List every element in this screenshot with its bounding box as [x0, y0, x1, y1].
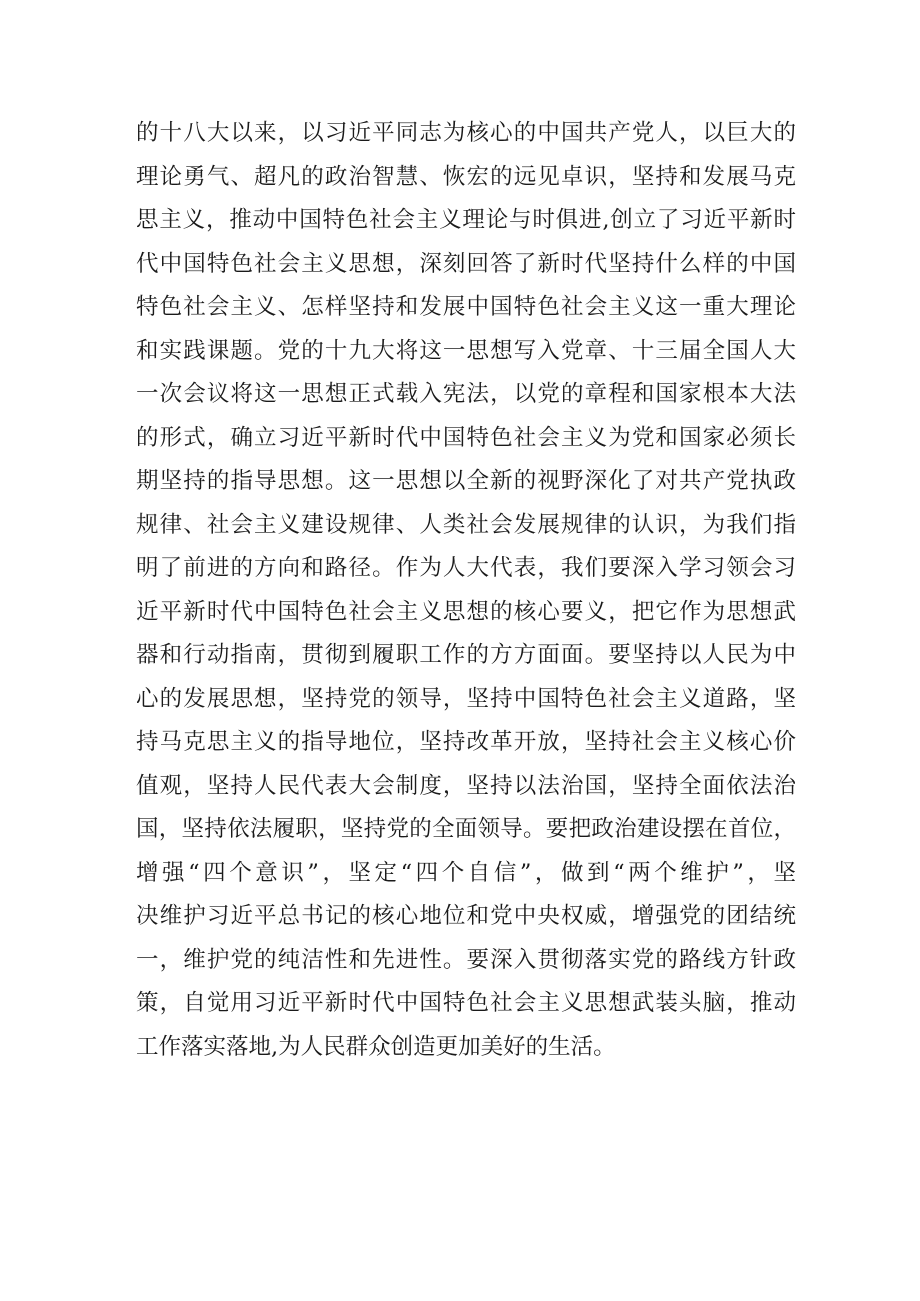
- text-line: 心的发展思想，坚持党的领导，坚持中国特色社会主义道路，坚: [136, 685, 796, 712]
- text-line: 期坚持的指导思想。这一思想以全新的视野深化了对共产党执政: [136, 468, 796, 494]
- text-line-last: 工作落实落地,为人民群众创造更加美好的生活。: [136, 1033, 616, 1060]
- text-line: 一次会议将这一思想正式载入宪法，以党的章程和国家根本大法: [136, 381, 796, 407]
- text-line: 代中国特色社会主义思想，深刻回答了新时代坚持什么样的中国: [136, 250, 796, 277]
- text-line: 特色社会主义、怎样坚持和发展中国特色社会主义这一重大理论: [136, 294, 796, 320]
- text-line: 近平新时代中国特色社会主义思想的核心要义，把它作为思想武: [136, 598, 796, 625]
- text-line: 的十八大以来，以习近平同志为核心的中国共产党人，以巨大的: [136, 120, 796, 146]
- text-line: 决维护习近平总书记的核心地位和党中央权威，增强党的团结统: [136, 903, 796, 929]
- text-line: 策，自觉用习近平新时代中国特色社会主义思想武装头脑，推动: [136, 990, 796, 1016]
- text-line: 持马克思主义的指导地位，坚持改革开放，坚持社会主义核心价: [136, 729, 796, 755]
- text-line: 的形式，确立习近平新时代中国特色社会主义为党和国家必须长: [136, 424, 796, 451]
- text-line: 器和行动指南，贯彻到履职工作的方方面面。要坚持以人民为中: [136, 642, 796, 668]
- text-line: 规律、社会主义建设规律、人类社会发展规律的认识，为我们指: [136, 511, 796, 538]
- text-line: 思主义，推动中国特色社会主义理论与时俱进,创立了习近平新时: [136, 207, 796, 233]
- text-line: 和实践课题。党的十九大将这一思想写入党章、十三届全国人大: [136, 337, 796, 364]
- text-line: 明了前进的方向和路径。作为人大代表，我们要深入学习领会习: [136, 555, 796, 581]
- text-line: 值观，坚持人民代表大会制度，坚持以法治国，坚持全面依法治: [136, 772, 796, 799]
- text-line: 一，维护党的纯洁性和先进性。要深入贯彻落实党的路线方针政: [136, 946, 796, 973]
- text-line: 理论勇气、超凡的政治智慧、恢宏的远见卓识，坚持和发展马克: [136, 163, 796, 190]
- text-line: 增强“四个意识”，坚定“四个自信”，做到“两个维护”，坚: [136, 859, 796, 886]
- text-line: 国，坚持依法履职，坚持党的全面领导。要把政治建设摆在首位，: [136, 816, 796, 842]
- body-paragraph: [136, 112, 796, 1069]
